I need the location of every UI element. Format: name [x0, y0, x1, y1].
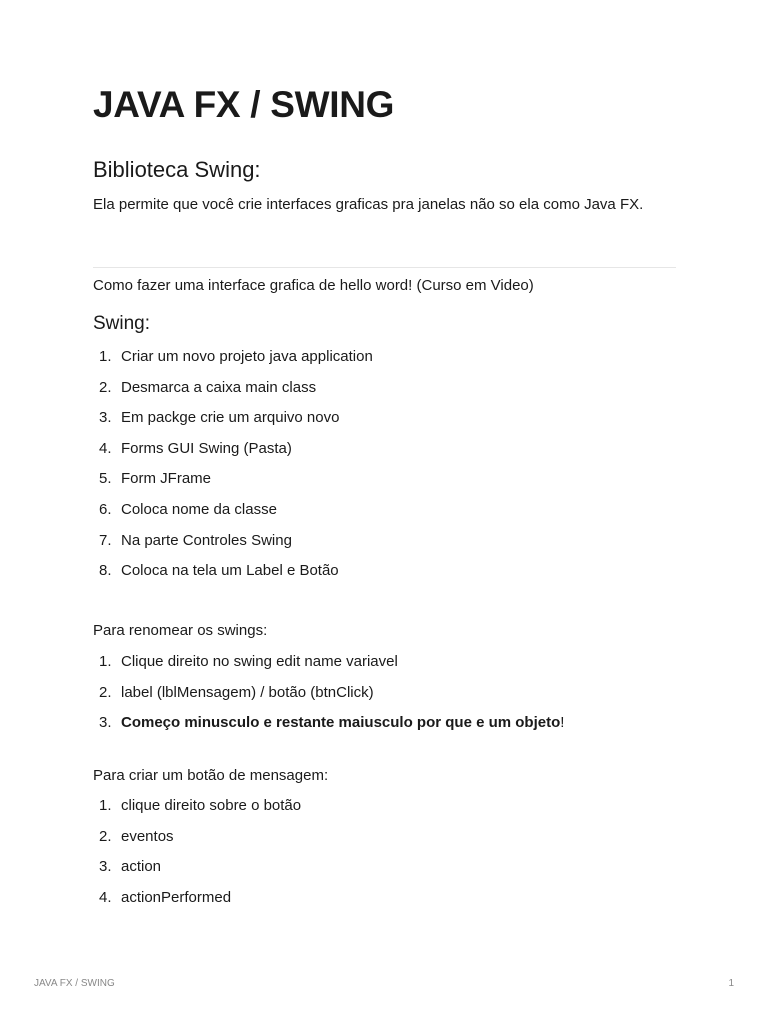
- list-item: 2. label (lblMensagem) / botão (btnClick): [99, 683, 374, 701]
- list-item: 3. action: [99, 858, 162, 876]
- list-item: 2. Desmarca a caixa main class: [99, 378, 317, 396]
- page-number: 1: [728, 978, 734, 989]
- list-item: 6. Coloca nome da classe: [99, 500, 277, 518]
- footer-title: JAVA FX / SWING: [34, 978, 115, 989]
- list-item: 2. eventos: [99, 827, 174, 845]
- section-title: Biblioteca Swing:: [93, 157, 261, 182]
- list-item: 7. Na parte Controles Swing: [99, 531, 292, 549]
- list-item: 4. Forms GUI Swing (Pasta): [99, 439, 292, 457]
- list-item: 3. Em packge crie um arquivo novo: [99, 409, 340, 427]
- list-item: 8. Coloca na tela um Label e Botão: [99, 562, 339, 580]
- bold-emphasis: Começo minusculo e restante maiusculo por que e um objeto: [121, 714, 561, 732]
- list-item: 3. Começo minusculo e restante maiusculo por que e um objeto!: [99, 714, 565, 732]
- divider: [93, 267, 676, 268]
- swing-heading: Swing:: [93, 313, 151, 334]
- message-steps-list: [93, 795, 676, 917]
- rename-intro: Para renomear os swings:: [93, 622, 268, 639]
- list-item: 1. clique direito sobre o botão: [99, 797, 302, 814]
- swing-steps-list: [93, 346, 676, 591]
- list-item: 4. actionPerformed: [99, 888, 232, 906]
- document-title: JAVA FX / SWING: [93, 84, 395, 125]
- list-item: 1. Criar um novo projeto java application: [99, 348, 373, 365]
- list-item: 1. Clique direito no swing edit name variavel: [99, 653, 398, 670]
- rename-steps-list: [93, 651, 676, 743]
- message-intro: Para criar um botão de mensagem:: [93, 767, 329, 784]
- intro-paragraph: Ela permite que você crie interfaces graficas pra janelas não so ela como Java FX.: [93, 196, 644, 213]
- subnote-paragraph: Como fazer uma interface grafica de hello word! (Curso em Video): [93, 277, 534, 294]
- list-item: 5. Form JFrame: [99, 470, 211, 488]
